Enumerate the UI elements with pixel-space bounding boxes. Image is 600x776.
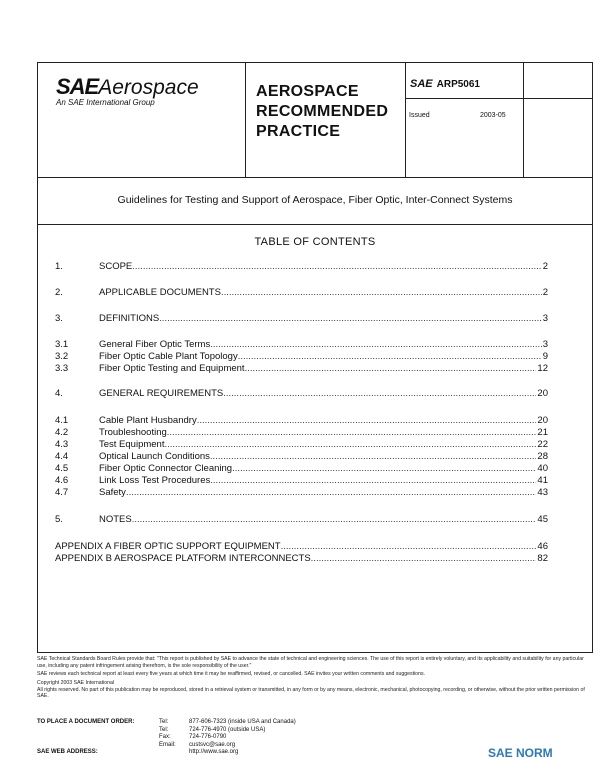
doc-sae-mark: SAE: [410, 78, 433, 90]
document-subject: Guidelines for Testing and Support of Aerospace, Fiber Optic, Inter-Connect Systems: [117, 194, 513, 206]
tel-value: 877-606-7323 (inside USA and Canada): [189, 719, 296, 725]
toc-entry[interactable]: 4.7 Safety ..... 43: [55, 487, 548, 499]
fax-value: 724-776-0790: [189, 734, 227, 741]
header-divider-2: [405, 63, 406, 177]
header-divider-3: [523, 63, 524, 177]
email-label: Email:: [159, 741, 176, 748]
email-link[interactable]: custsvc@sae.org: [189, 741, 236, 748]
web-heading: SAE WEB ADDRESS:: [37, 749, 98, 756]
title-line-2: RECOMMENDED: [256, 103, 389, 120]
header-separator: [38, 177, 592, 178]
toc-entry[interactable]: 4. GENERAL REQUIREMENTS ..... 20: [55, 388, 548, 400]
notes-rights: All rights reserved. No part of this publication may be reproduced, stored in a retrieval system or transmitted, in any form or by any means, electronic, mechanical, photocopying, recording, or otherwise, without the prior written permission of SAE.: [37, 686, 585, 700]
document-frame: [37, 62, 593, 653]
doc-type-title: [256, 82, 388, 142]
tel2-label: Tel:: [159, 726, 169, 733]
toc-entry[interactable]: 1. SCOPE ..... 2: [55, 261, 548, 273]
sae-aerospace-logo: [56, 74, 199, 107]
notes-copyright: Copyright 2003 SAE International: [37, 680, 114, 687]
header-divider-1: [245, 63, 246, 177]
toc-entry[interactable]: 4.6 Link Loss Test Procedures ..... 41: [55, 475, 548, 487]
order-heading: TO PLACE A DOCUMENT ORDER:: [37, 719, 135, 725]
header-divider-4: [405, 98, 592, 99]
toc-title: TABLE OF CONTENTS: [254, 236, 376, 248]
toc-entry[interactable]: 4.4 Optical Launch Conditions ..... 28: [55, 451, 548, 463]
footer-logo-text: SAE NORM: [488, 746, 553, 760]
title-line-1: AEROSPACE: [256, 83, 359, 100]
toc-entry[interactable]: 5. NOTES ..... 45: [55, 514, 548, 526]
subject-separator: [38, 224, 592, 225]
toc-entry[interactable]: 4.1 Cable Plant Husbandry ..... 20: [55, 415, 548, 427]
issued-label: Issued: [409, 112, 430, 119]
notes-rules: SAE Technical Standards Board Rules provide that: "This report is published by SAE to advance the state of technical and engineering sciences. The use of this report is entirely voluntary, and its applicability and suitability for any particular use, including any patent infringement arising therefrom, is the sole responsibility of the user.": [37, 656, 584, 669]
legal-notes: [37, 656, 585, 702]
toc-entry[interactable]: 3. DEFINITIONS ..... 3: [55, 313, 548, 325]
toc-entry[interactable]: 4.3 Test Equipment ..... 22: [55, 439, 548, 451]
toc-entry[interactable]: APPENDIX B AEROSPACE PLATFORM INTERCONNECTS ..... 82: [55, 553, 548, 565]
logo-sae: SAE: [56, 74, 99, 99]
toc-entry[interactable]: 3.2 Fiber Optic Cable Plant Topology ..... 9: [55, 351, 548, 363]
tel2-value: 724-776-4970 (outside USA): [189, 726, 266, 733]
toc-entry[interactable]: 2. APPLICABLE DOCUMENTS ..... 2: [55, 287, 548, 299]
toc-entry[interactable]: 4.5 Fiber Optic Connector Cleaning ..... 40: [55, 463, 548, 475]
title-line-3: PRACTICE: [256, 123, 341, 140]
toc-entry[interactable]: 3.3 Fiber Optic Testing and Equipment ..... 12: [55, 363, 548, 375]
toc-entry[interactable]: 3.1 General Fiber Optic Terms ..... 3: [55, 339, 548, 351]
fax-label: Fax:: [159, 734, 171, 741]
doc-number-value: ARP5061: [436, 79, 480, 90]
logo-aerospace: Aerospace: [98, 76, 199, 99]
logo-tagline: An SAE International Group: [56, 98, 155, 107]
tel-label: Tel:: [159, 719, 169, 725]
toc-entry[interactable]: 4.2 Troubleshooting ..... 21: [55, 427, 548, 439]
web-link[interactable]: http://www.sae.org: [189, 749, 239, 756]
sae-norm-logo: [486, 744, 553, 762]
notes-review: SAE reviews each technical report at least every five years at which time it may be reaffirmed, revised, or cancelled. SAE invites your written comments and suggestions.: [37, 671, 425, 678]
toc-entry[interactable]: APPENDIX A FIBER OPTIC SUPPORT EQUIPMENT ..... 46: [55, 541, 548, 553]
issued-date: 2003-05: [480, 112, 506, 119]
doc-number: [410, 78, 480, 90]
